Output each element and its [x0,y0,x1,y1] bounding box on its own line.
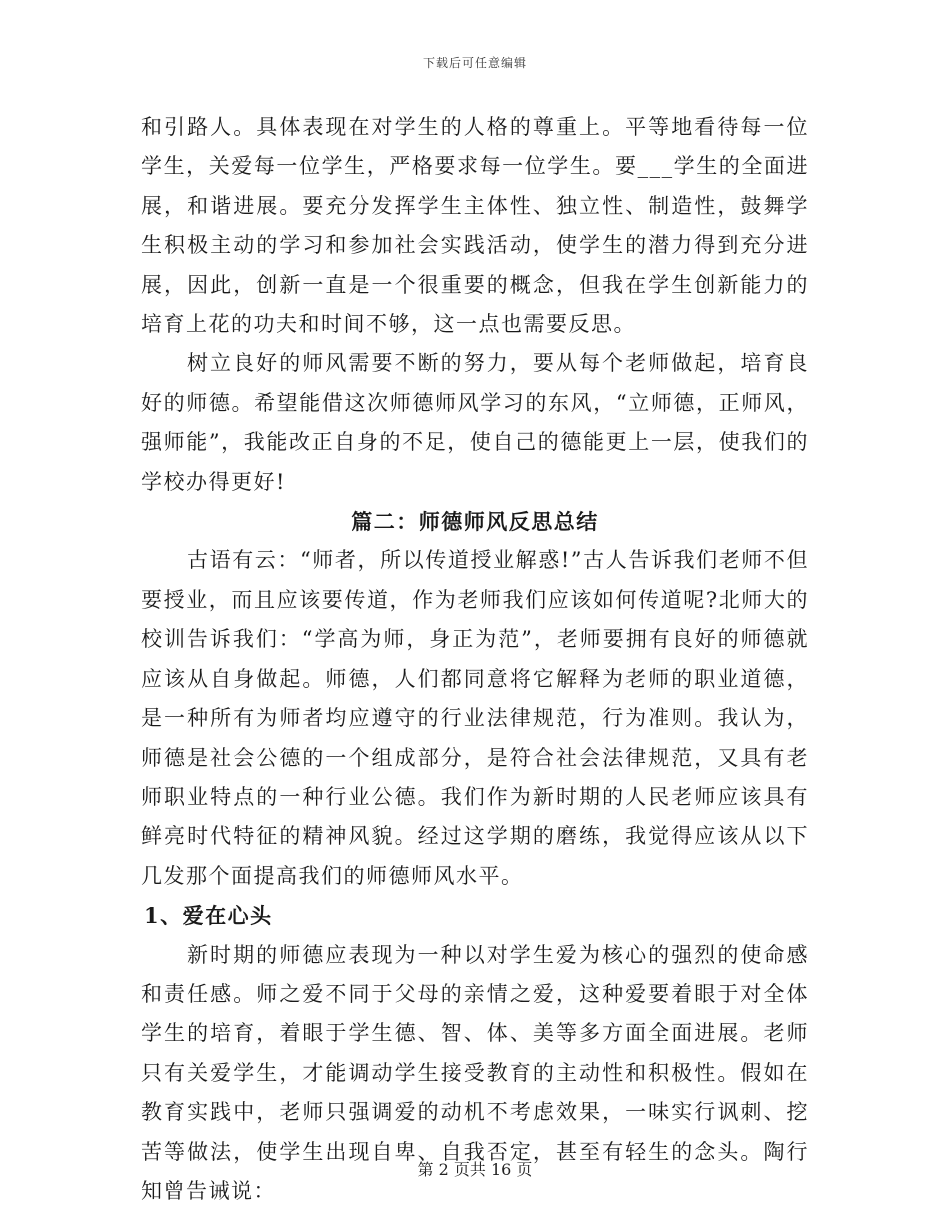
page-footer: 第 2 页共 16 页 [417,1160,533,1179]
paragraph-ancient-saying: 古语有云：“师者，所以传道授业解惑!”古人告诉我们老师不但要授业，而且应该要传道，作为老师我们应该如何传道呢?北师大的校训告诉我们：“学高为师，身正为范”，老师要拥有良好的师德就应该从自身做起。师德，人们都同意将它解释为老师的职业道德，是一种所有为师者均应遵守的行业法律规范，行为准则。我认为，师德是社会公德的一个组成部分，是符合社会法律规范，又具有老师职业特点的一种行业公德。我们作为新时期的人民老师应该具有鲜亮时代特征的精神风貌。经过这学期的磨练，我觉得应该从以下几发那个面提高我们的师德师风水平。 [141,548,809,888]
paragraph-continuation: 和引路人。具体表现在对学生的人格的尊重上。平等地看待每一位学生，关爱每一位学生，严格要求每一位学生。要___学生的全面进展，和谐进展。要充分发挥学生主体性、独立性、制造性，鼓舞学生积极主动的学习和参加社会实践活动，使学生的潜力得到充分进展，因此，创新一直是一个很重要的概念，但我在学生创新能力的培育上花的功夫和时间不够，这一点也需要反思。 [141,115,809,337]
document-body [141,108,809,1211]
page-header: 下载后可任意编辑 [422,56,527,70]
paragraph-teacher-ethics: 树立良好的师风需要不断的努力，要从每个老师做起，培育良好的师德。希望能借这次师德师风学习的东风，“立师德，正师风，强师能”，我能改正自身的不足，使自己的德能更上一层，使我们的学校办得更好! [141,351,809,494]
subsection-title: 1、爱在心头 [144,903,273,929]
section-title: 篇二：师德师风反思总结 [351,509,599,535]
paragraph-love-for-students: 新时期的师德应表现为一种以对学生爱为核心的强烈的使命感和责任感。师之爱不同于父母的亲情之爱，这种爱要着眼于对全体学生的培育，着眼于学生德、智、体、美等多方面全面进展。老师只有关爱学生，才能调动学生接受教育的主动性和积极性。假如在教育实践中，老师只强调爱的动机不考虑效果，一味实行讽刺、挖苦等做法，使学生出现自卑、自我否定，甚至有轻生的念头。陶行知曾告诫说： [141,942,809,1203]
